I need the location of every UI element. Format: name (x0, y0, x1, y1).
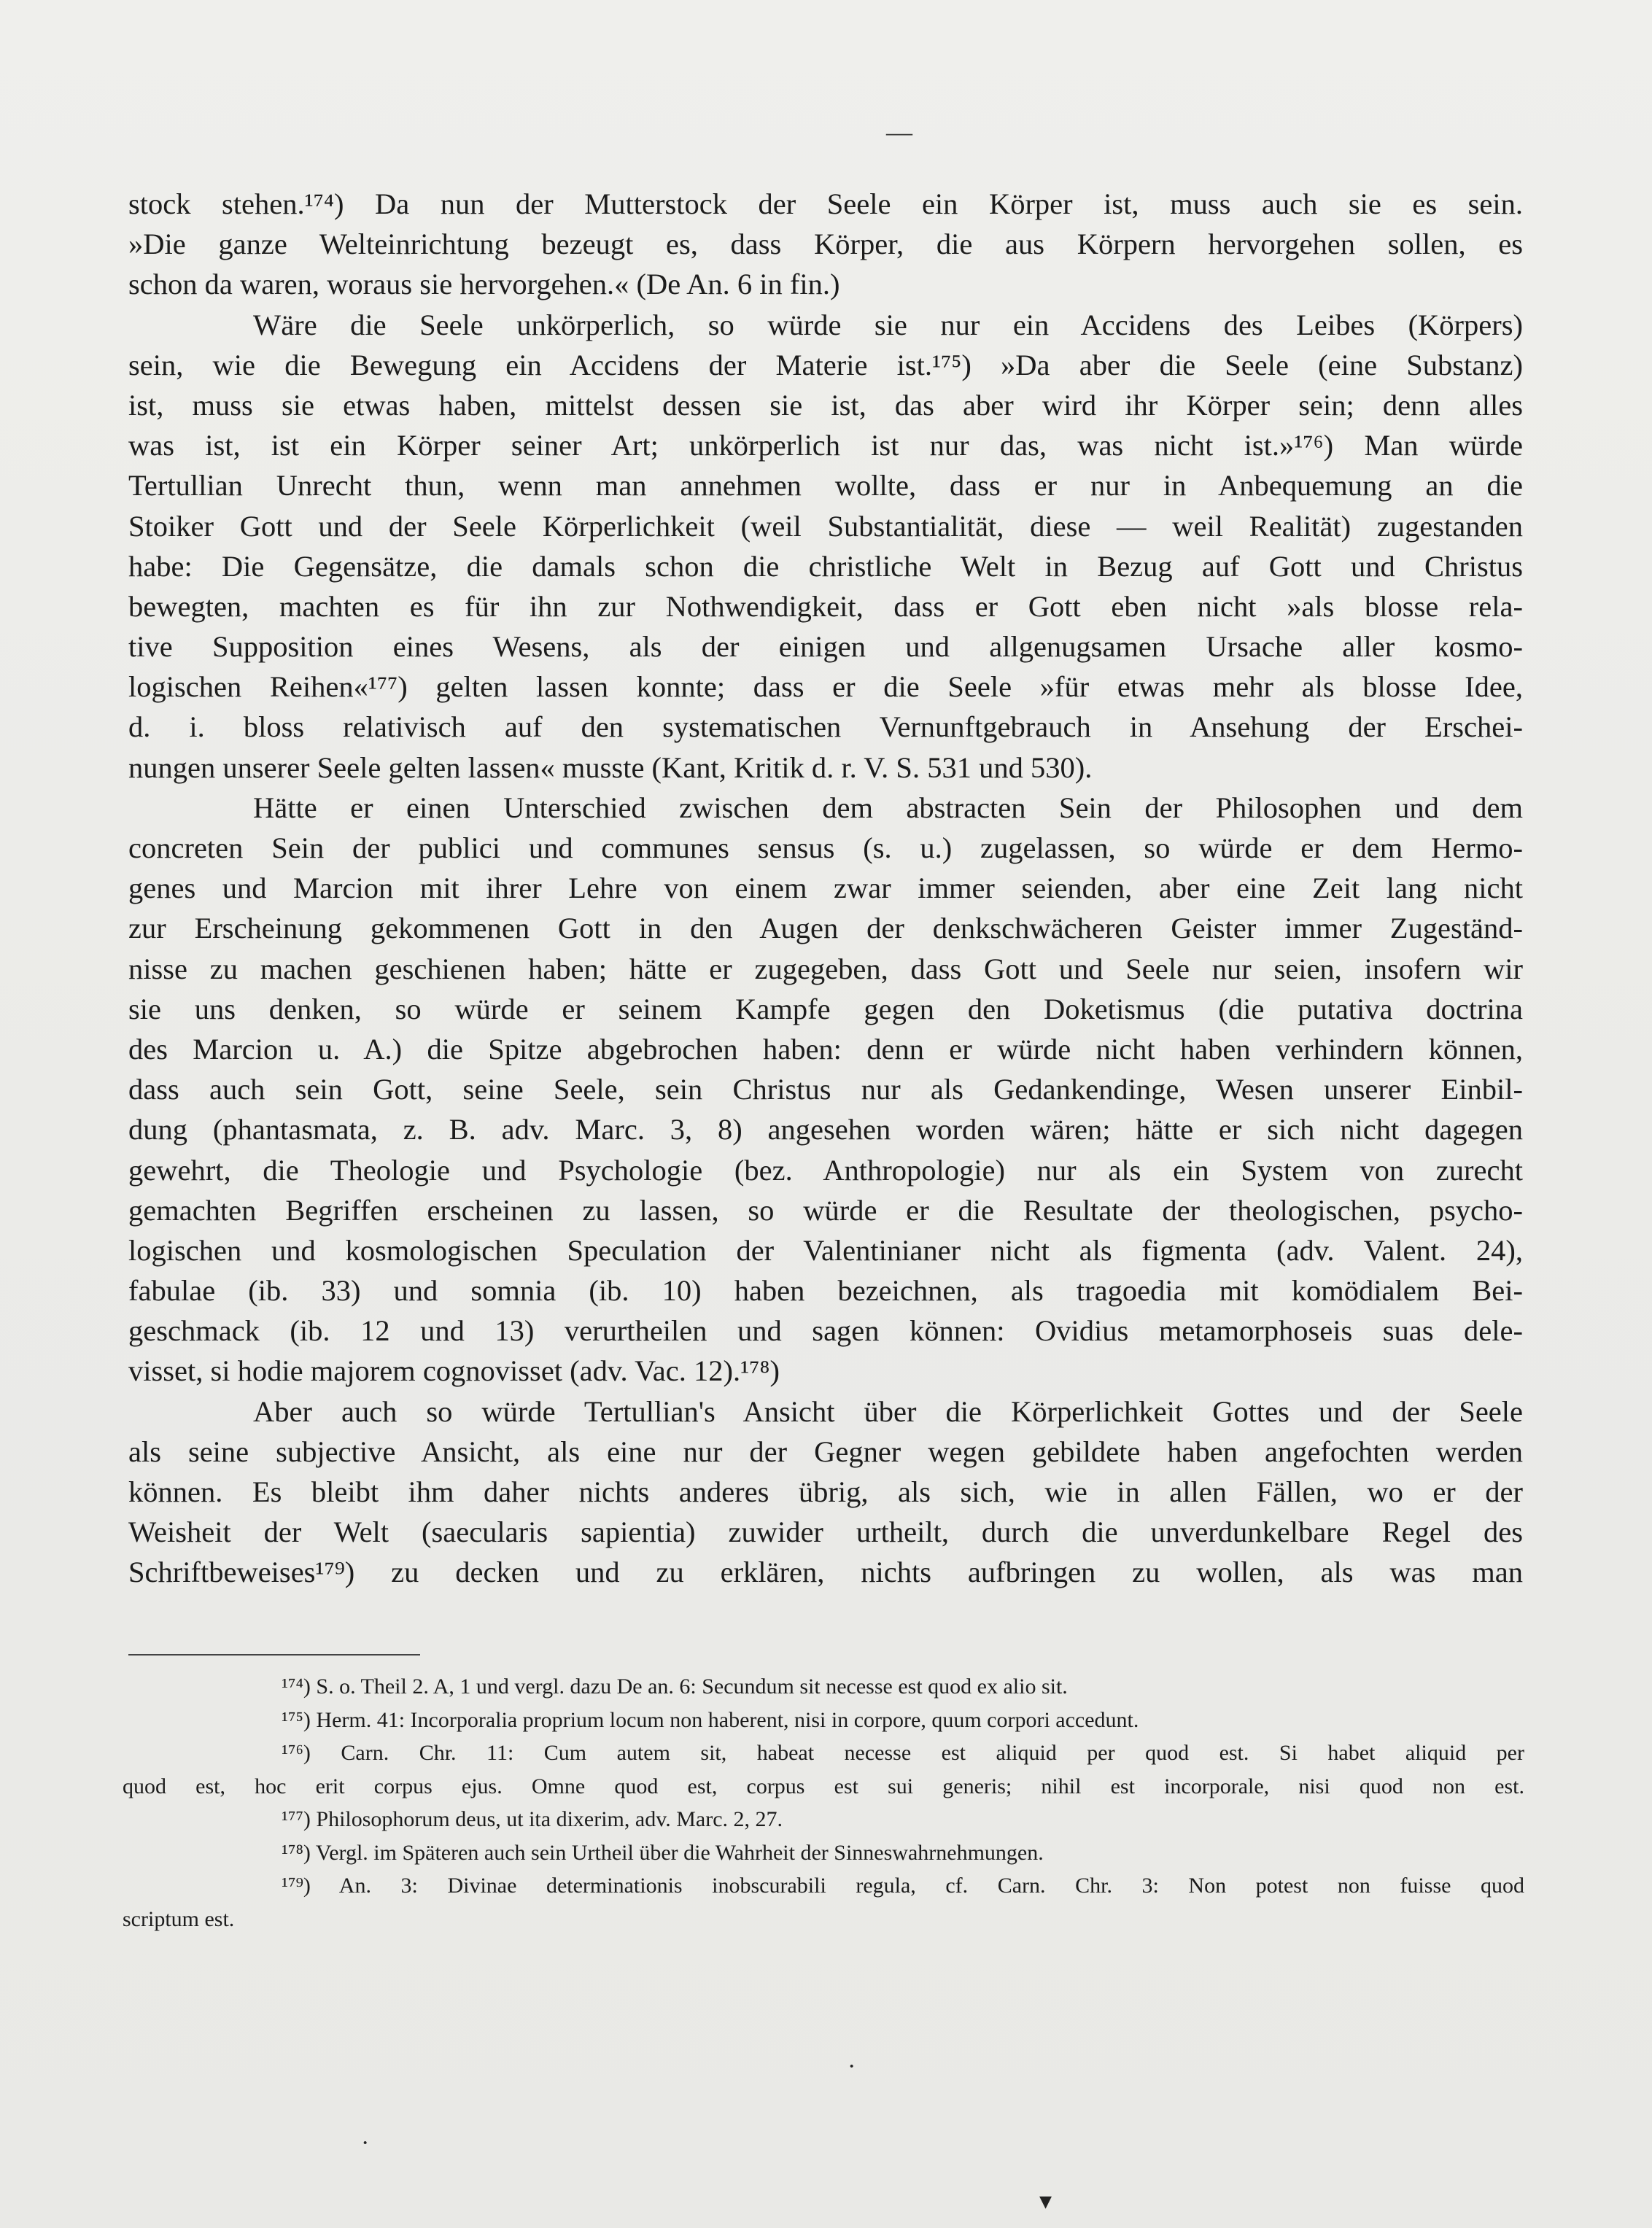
text-line: Stoiker Gott und der Seele Körperlichkeit (weil Substantialität, diese — weil Realität) zugestanden (128, 509, 1523, 543)
text-line: bewegten, machten es für ihn zur Nothwendigkeit, dass er Gott eben nicht »als blosse rela- (128, 589, 1523, 623)
footnote-separator (128, 1654, 420, 1656)
text-line: dass auch sein Gott, seine Seele, sein Christus nur als Gedankendinge, Wesen unserer Einbil- (128, 1073, 1523, 1106)
text-line: Aber auch so würde Tertullian's Ansicht über die Körperlichkeit Gottes und der Seele (253, 1394, 1523, 1428)
text-line: stock stehen.¹⁷⁴) Da nun der Mutterstock der Seele ein Körper ist, muss auch sie es sein. (128, 187, 1523, 220)
text-line: sie uns denken, so würde er seinem Kampfe gegen den Doketismus (die putativa doctrina (128, 992, 1523, 1025)
text-line: des Marcion u. A.) die Spitze abgebrochen haben: denn er würde nicht haben verhindern können, (128, 1032, 1523, 1066)
scan-speck: · (848, 2053, 856, 2080)
text-line: gemachten Begriffen erscheinen zu lassen, so würde er die Resultate der theologischen, psycho- (128, 1193, 1523, 1227)
text-line: Hätte er einen Unterschied zwischen dem abstracten Sein der Philosophen und dem (253, 791, 1523, 824)
body-text (128, 184, 1523, 1593)
text-line: Weisheit der Welt (saecularis sapientia) zuwider urtheilt, durch die unverdunkelbare Regel des (128, 1515, 1523, 1549)
text-line: d. i. bloss relativisch auf den systematischen Vernunftgebrauch in Ansehung der Erschei- (128, 710, 1523, 744)
text-line: tive Supposition eines Wesens, als der einigen und allgenugsamen Ursache aller kosmo- (128, 630, 1523, 664)
footnote-175: ¹⁷⁵) Herm. 41: Incorporalia proprium locum non haberent, nisi in corpore, quum corpori accedunt. (282, 1707, 1139, 1732)
text-line: nungen unserer Seele gelten lassen« musste (Kant, Kritik d. r. V. S. 531 und 530). (128, 750, 1093, 784)
text-line: fabulae (ib. 33) und somnia (ib. 10) haben bezeichnen, als tragoedia mit komödialem Bei- (128, 1274, 1523, 1308)
paragraph-3 (128, 788, 1523, 1391)
footnote-174: ¹⁷⁴) S. o. Theil 2. A, 1 und vergl. dazu De an. 6: Secundum sit necesse est quod ex alio sit. (282, 1674, 1068, 1699)
text-line: was ist, ist ein Körper seiner Art; unkörperlich ist nur das, was nicht ist.»¹⁷⁶) Man würde (128, 429, 1523, 462)
text-line: Tertullian Unrecht thun, wenn man annehmen wollte, dass er nur in Anbequemung an die (128, 469, 1523, 502)
text-line: zur Erscheinung gekommenen Gott in den Augen der denkschwächeren Geister immer Zugeständ- (128, 912, 1523, 945)
footnote-179: ¹⁷⁹) An. 3: Divinae determinationis inobscurabili regula, cf. Carn. Chr. 3: Non potest non fuisse quod (282, 1874, 1524, 1898)
paragraph-2 (128, 305, 1523, 788)
text-line: nisse zu machen geschienen haben; hätte er zugegeben, dass Gott und Seele nur seien, insofern wir (128, 952, 1523, 985)
text-line: können. Es bleibt ihm daher nichts anderes übrig, als sich, wie in allen Fällen, wo er der (128, 1475, 1523, 1508)
footnote-176-continued: quod est, hoc erit corpus ejus. Omne quod est, corpus est sui generis; nihil est incorporale, nisi quod non est. (123, 1774, 1524, 1798)
text-line: habe: Die Gegensätze, die damals schon die christliche Welt in Bezug auf Gott und Christus (128, 549, 1523, 583)
page-header-marker: — (886, 117, 912, 147)
text-line: visset, si hodie majorem cognovisset (adv. Vac. 12).¹⁷⁸) (128, 1354, 780, 1388)
text-line: Schriftbeweises¹⁷⁹) zu decken und zu erklären, nichts aufbringen zu wollen, als was man (128, 1556, 1523, 1589)
scan-speck: · (361, 2130, 370, 2157)
text-line: als seine subjective Ansicht, als eine nur der Gegner wegen gebildete haben angefochten werden (128, 1435, 1523, 1468)
footnote-177: ¹⁷⁷) Philosophorum deus, ut ita dixerim, adv. Marc. 2, 27. (282, 1807, 783, 1831)
text-line: Wäre die Seele unkörperlich, so würde sie nur ein Accidens des Leibes (Körpers) (253, 308, 1523, 341)
text-line: dung (phantasmata, z. B. adv. Marc. 3, 8) angesehen worden wären; hätte er sich nicht dagegen (128, 1113, 1523, 1146)
text-line: genes und Marcion mit ihrer Lehre von einem zwar immer seienden, aber eine Zeit lang nicht (128, 872, 1523, 905)
text-line: ist, muss sie etwas haben, mittelst dessen sie ist, das aber wird ihr Körper sein; denn alles (128, 388, 1523, 422)
text-line: sein, wie die Bewegung ein Accidens der Materie ist.¹⁷⁵) »Da aber die Seele (eine Substanz) (128, 348, 1523, 381)
text-line: schon da waren, woraus sie hervorgehen.« (De An. 6 in fin.) (128, 268, 840, 301)
paragraph-4 (128, 1391, 1523, 1593)
footnote-176: ¹⁷⁶) Carn. Chr. 11: Cum autem sit, habeat necesse est aliquid per quod est. Si habet aliquid per (282, 1741, 1524, 1765)
footnote-179-continued: scriptum est. (123, 1906, 235, 1931)
paragraph-1 (128, 184, 1523, 305)
text-line: logischen Reihen«¹⁷⁷) gelten lassen konnte; dass er die Seele »für etwas mehr als blosse Idee, (128, 670, 1523, 704)
scan-speck: ▾ (1039, 2188, 1052, 2215)
footnotes (123, 1670, 1524, 1936)
text-line: »Die ganze Welteinrichtung bezeugt es, dass Körper, die aus Körpern hervorgehen sollen, es (128, 228, 1523, 261)
footnote-178: ¹⁷⁸) Vergl. im Späteren auch sein Urtheil über die Wahrheit der Sinneswahrnehmungen. (282, 1840, 1044, 1865)
text-line: geschmack (ib. 12 und 13) verurtheilen und sagen können: Ovidius metamorphoseis suas dele- (128, 1314, 1523, 1348)
text-line: gewehrt, die Theologie und Psychologie (bez. Anthropologie) nur als ein System von zurecht (128, 1153, 1523, 1187)
text-line: concreten Sein der publici und communes sensus (s. u.) zugelassen, so würde er dem Hermo- (128, 831, 1523, 864)
text-line: logischen und kosmologischen Speculation der Valentinianer nicht als figmenta (adv. Valent. 24), (128, 1233, 1523, 1267)
